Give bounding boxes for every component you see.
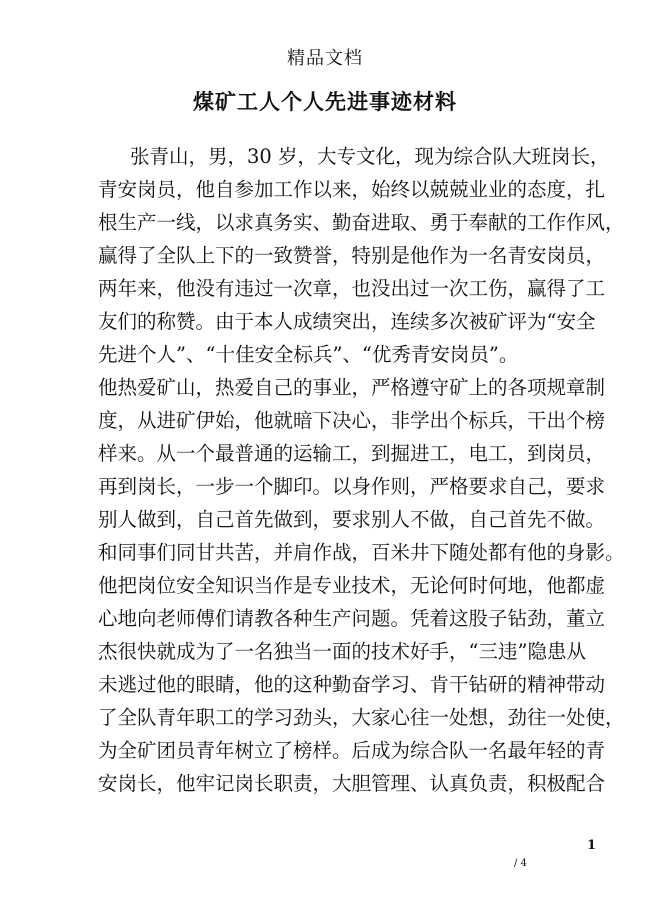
page-number: 1 [587,838,597,853]
body-line: 别人做到，自己首先做到，要求别人不做，自己首先不做。 [98,508,606,531]
body-line: 根生产一线，以求真务实、勤奋进取、勇于奉献的工作作风， [98,211,625,234]
document-title: 煤矿工人个人先进事迹材料 [193,89,457,114]
body-line: 度，从进矿伊始，他就暗下决心，非学出个标兵，干出个榜 [98,409,606,432]
body-line: 为全矿团员青年树立了榜样。后成为综合队一名最年轻的青 [98,739,606,762]
body-line: 友们的称赞。由于本人成绩突出，连续多次被矿评为“安全 [98,310,596,333]
page-total: / 4 [514,858,527,869]
body-line: 心地向老师傅们请教各种生产问题。凭着这股子钻劲，董立 [98,607,606,630]
body-line: 样来。从一个最普通的运输工，到掘进工，电工，到岗员， [98,442,606,465]
body-line: 先进个人”、“十佳安全标兵”、“优秀青安岗员”。 [98,343,519,366]
body-line: 他热爱矿山，热爱自己的事业，严格遵守矿上的各项规章制 [98,376,606,399]
body-line: 安岗长，他牢记岗长职责，大胆管理、认真负责，积极配合 [98,772,606,795]
body-line: 他把岗位安全知识当作是专业技术，无论何时何地，他都虚 [98,574,606,597]
body-line: 杰很快就成为了一名独当一面的技术好手，“三违”隐患从 [98,640,586,663]
body-line: 赢得了全队上下的一致赞誉，特别是他作为一名青安岗员， [98,244,606,267]
body-line: 张青山，男，30 岁，大专文化，现为综合队大班岗长， [130,145,610,168]
body-line: 两年来，他没有违过一次章，也没出过一次工伤，赢得了工 [98,277,606,300]
body-line: 未逃过他的眼睛，他的这种勤奋学习、肯干钻研的精神带动 [98,673,606,696]
body-line: 和同事们同甘共苦，并肩作战，百米井下随处都有他的身影。 [98,541,625,564]
document-body [98,140,625,800]
body-line: 青安岗员，他自参加工作以来，始终以兢兢业业的态度，扎 [98,178,606,201]
body-line: 了全队青年职工的学习劲头，大家心往一处想，劲往一处使， [98,706,625,729]
page-header: 精品文档 [287,48,363,69]
body-line: 再到岗长，一步一个脚印。以身作则，严格要求自己，要求 [98,475,606,498]
